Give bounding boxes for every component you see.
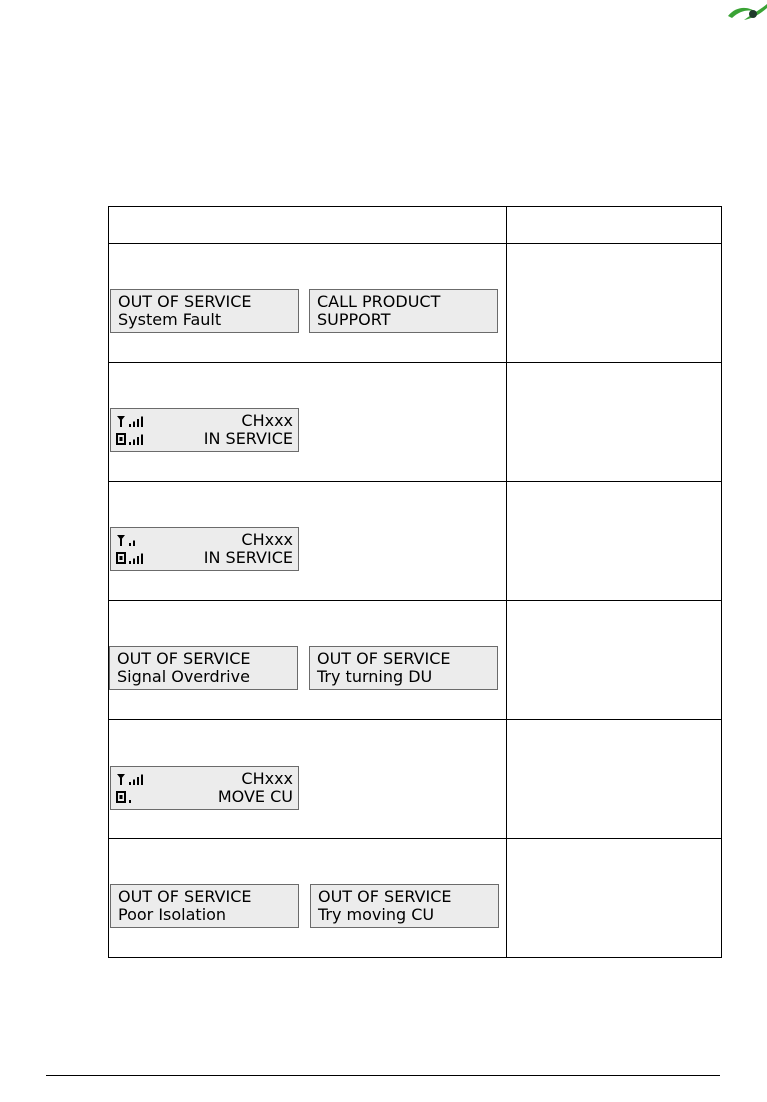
display-cell [109, 720, 507, 839]
lcd-status-screen [110, 527, 299, 571]
signal-bar [137, 777, 139, 785]
display-cell [109, 839, 507, 958]
battery-icon [116, 433, 126, 445]
service-status-label: IN SERVICE [203, 429, 293, 448]
antenna-icon [116, 534, 126, 546]
antenna-icon [116, 773, 126, 785]
lcd-screen [309, 289, 498, 333]
signal-bar [133, 422, 135, 428]
lcd-line-1: OUT OF SERVICE [118, 887, 252, 906]
lcd-screen [310, 884, 499, 928]
signal-bar [129, 800, 131, 803]
lcd-line-1: CALL PRODUCT [317, 292, 441, 311]
service-status-label: MOVE CU [217, 787, 293, 806]
company-logo-icon [726, 0, 767, 22]
table-row [109, 839, 722, 958]
lcd-screen [309, 646, 498, 690]
table-row [109, 482, 722, 601]
header-cell-display [109, 207, 507, 244]
signal-bars-icon [126, 433, 148, 445]
signal-bar [141, 554, 143, 565]
lcd-line-2: Signal Overdrive [117, 667, 250, 686]
lcd-line-2: Try moving CU [318, 905, 435, 924]
signal-bar [137, 437, 139, 445]
signal-bar [133, 440, 135, 446]
table-row [109, 363, 722, 482]
signal-bar [129, 782, 131, 785]
signal-bars-icon [126, 773, 148, 785]
signal-bar [141, 417, 143, 428]
antenna-icon [116, 415, 126, 427]
signal-bars-icon [126, 534, 148, 546]
channel-label: CHxxx [241, 769, 293, 788]
signal-bar [141, 435, 143, 446]
display-cell [109, 601, 507, 720]
display-cell [109, 363, 507, 482]
lcd-line-2: Poor Isolation [118, 905, 227, 924]
description-cell [507, 244, 722, 363]
lcd-line-1: OUT OF SERVICE [117, 649, 251, 668]
table-row [109, 720, 722, 839]
signal-bars-icon [126, 791, 148, 803]
table-row [109, 601, 722, 720]
display-messages-table [108, 206, 722, 958]
lcd-status-screen [110, 766, 299, 810]
header-cell-description [507, 207, 722, 244]
lcd-line-1: OUT OF SERVICE [318, 887, 452, 906]
signal-bar [129, 543, 131, 546]
lcd-screen [109, 646, 298, 690]
footer-divider [46, 1075, 720, 1076]
lcd-screen [110, 289, 299, 333]
signal-bars-icon [126, 552, 148, 564]
lcd-screen [110, 884, 299, 928]
channel-label: CHxxx [241, 530, 293, 549]
table-row [109, 244, 722, 363]
lcd-status-screen [110, 408, 299, 452]
signal-bar [141, 775, 143, 786]
lcd-line-2: System Fault [118, 310, 222, 329]
channel-label: CHxxx [241, 411, 293, 430]
service-status-label: IN SERVICE [203, 548, 293, 567]
description-cell [507, 601, 722, 720]
description-cell [507, 839, 722, 958]
table-header-row [109, 207, 722, 244]
battery-icon [116, 552, 126, 564]
lcd-line-2: Try turning DU [317, 667, 433, 686]
signal-bar [129, 561, 131, 564]
signal-bar [129, 442, 131, 445]
display-cell [109, 244, 507, 363]
lcd-line-2: SUPPORT [317, 310, 391, 329]
signal-bar [133, 780, 135, 786]
signal-bars-icon [126, 415, 148, 427]
display-cell [109, 482, 507, 601]
description-cell [507, 720, 722, 839]
signal-bar [133, 559, 135, 565]
signal-bar [133, 541, 135, 547]
signal-bar [137, 556, 139, 564]
lcd-line-1: OUT OF SERVICE [317, 649, 451, 668]
description-cell [507, 363, 722, 482]
lcd-line-1: OUT OF SERVICE [118, 292, 252, 311]
description-cell [507, 482, 722, 601]
battery-icon [116, 791, 126, 803]
signal-bar [129, 424, 131, 427]
signal-bar [137, 419, 139, 427]
